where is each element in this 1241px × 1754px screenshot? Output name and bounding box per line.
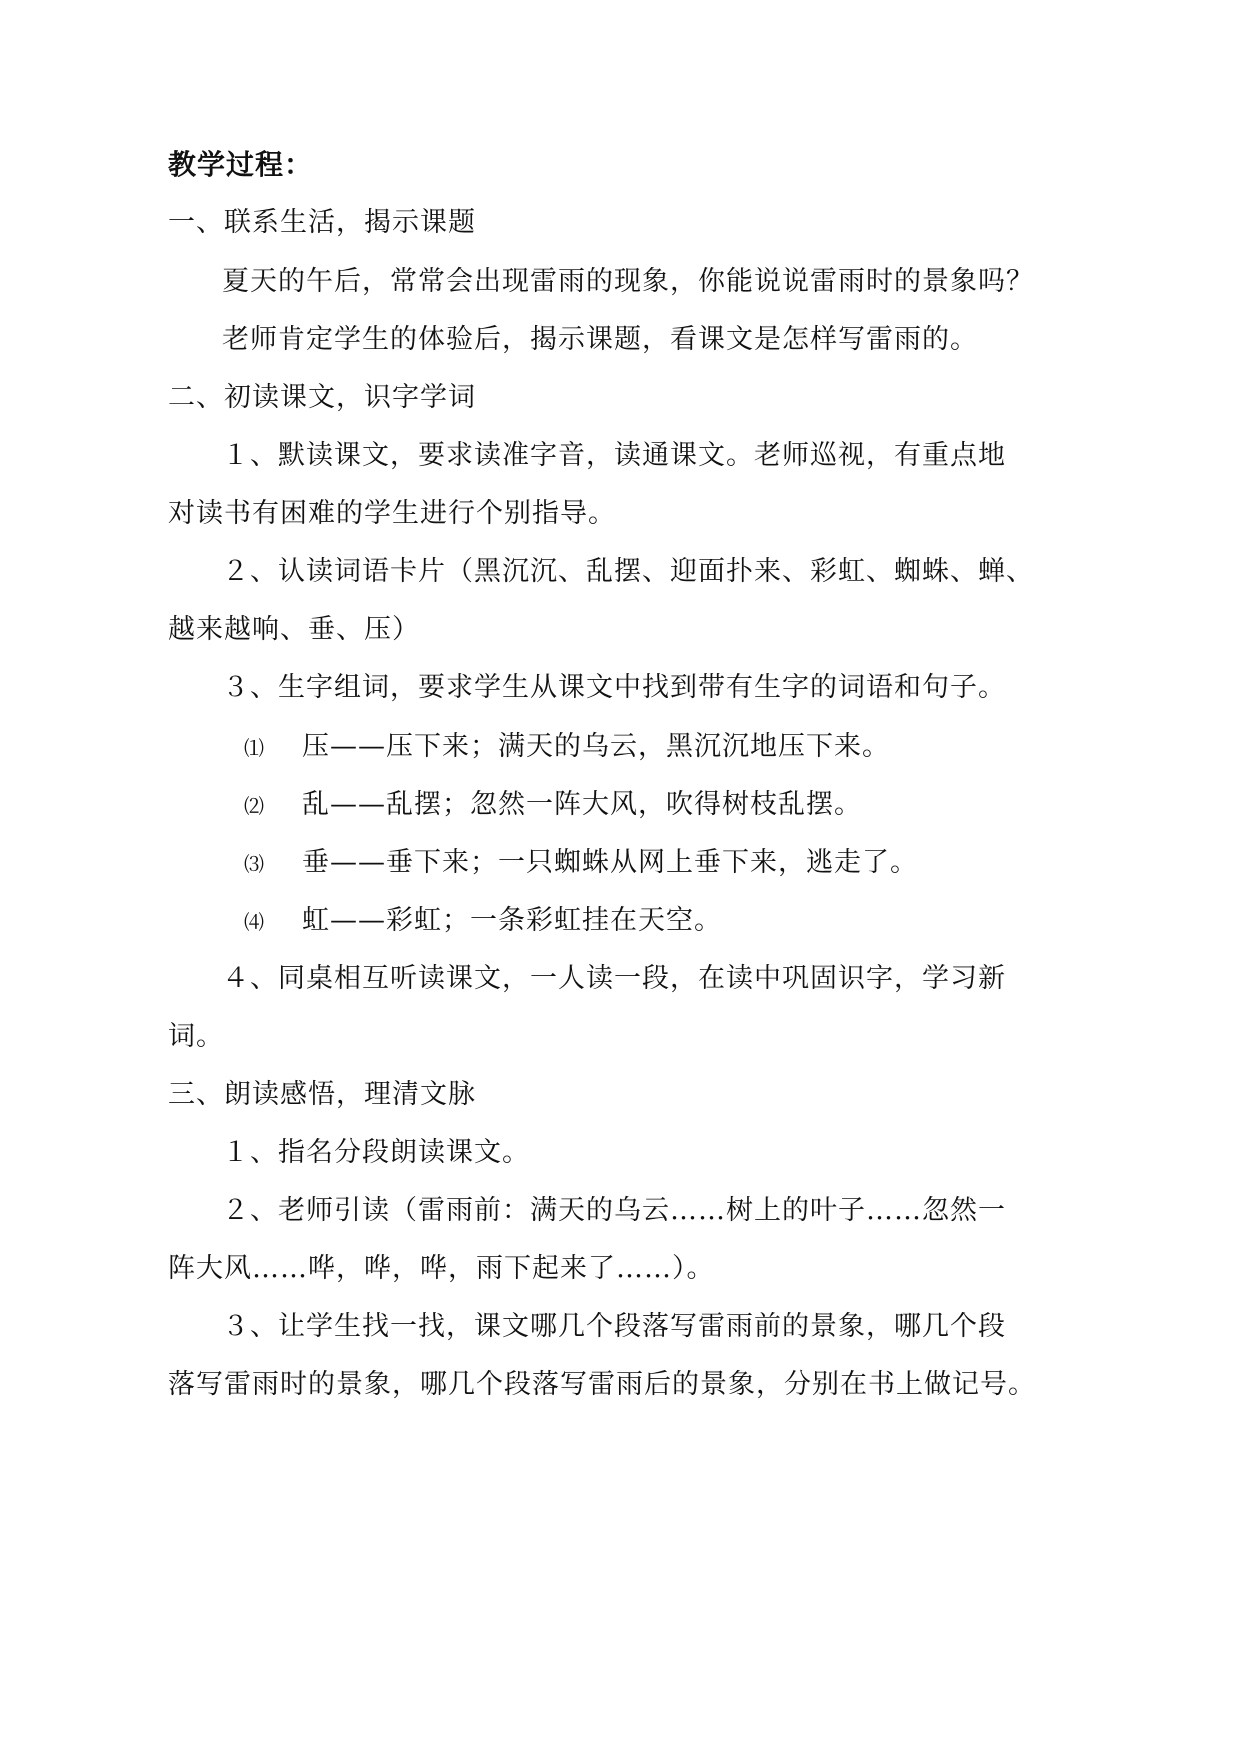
step-line: 阵大风……哗，哗，哗，雨下起来了……）。 [168, 1253, 715, 1284]
list-item [244, 729, 890, 766]
step-line: 越来越响、垂、压） [168, 614, 420, 645]
step-line: ４、同桌相互听读课文，一人读一段，在读中巩固识字，学习新 [222, 963, 1006, 994]
item-number: ⑷ [244, 910, 265, 934]
list-item [244, 903, 722, 940]
document-title: 教学过程： [168, 148, 314, 181]
item-text: 乱——乱摆；忽然一阵大风，吹得树枝乱摆。 [302, 789, 862, 820]
step-line: ２、认读词语卡片（黑沉沉、乱摆、迎面扑来、彩虹、蜘蛛、蝉、 [222, 556, 1034, 587]
step-line: ３、让学生找一找，课文哪几个段落写雷雨前的景象，哪几个段 [222, 1311, 1006, 1342]
step-line: １、默读课文，要求读准字音，读通课文。老师巡视，有重点地 [222, 440, 1006, 471]
item-number: ⑴ [244, 736, 265, 760]
section-heading-3: 三、朗读感悟，理清文脉 [168, 1079, 476, 1110]
step-line: 词。 [168, 1021, 224, 1052]
list-item [244, 845, 918, 882]
paragraph: 老师肯定学生的体验后，揭示课题，看课文是怎样写雷雨的。 [222, 324, 978, 355]
item-number: ⑵ [244, 794, 265, 818]
item-number: ⑶ [244, 852, 265, 876]
step-line: ２、老师引读（雷雨前：满天的乌云……树上的叶子……忽然一 [222, 1195, 1006, 1226]
list-item [244, 787, 862, 824]
item-text: 压——压下来；满天的乌云，黑沉沉地压下来。 [302, 731, 890, 762]
section-heading-2: 二、初读课文，识字学词 [168, 382, 476, 413]
section-heading-1: 一、联系生活，揭示课题 [168, 207, 476, 238]
paragraph: 夏天的午后，常常会出现雷雨的现象，你能说说雷雨时的景象吗？ [222, 266, 1034, 297]
item-text: 垂——垂下来；一只蜘蛛从网上垂下来，逃走了。 [302, 847, 918, 878]
step-line: 对读书有困难的学生进行个别指导。 [168, 498, 616, 529]
step-line: 落写雷雨时的景象，哪几个段落写雷雨后的景象，分别在书上做记号。 [168, 1369, 1036, 1400]
step-line: ３、生字组词，要求学生从课文中找到带有生字的词语和句子。 [222, 672, 1006, 703]
item-text: 虹——彩虹；一条彩虹挂在天空。 [302, 905, 722, 936]
step-line: １、指名分段朗读课文。 [222, 1137, 530, 1168]
